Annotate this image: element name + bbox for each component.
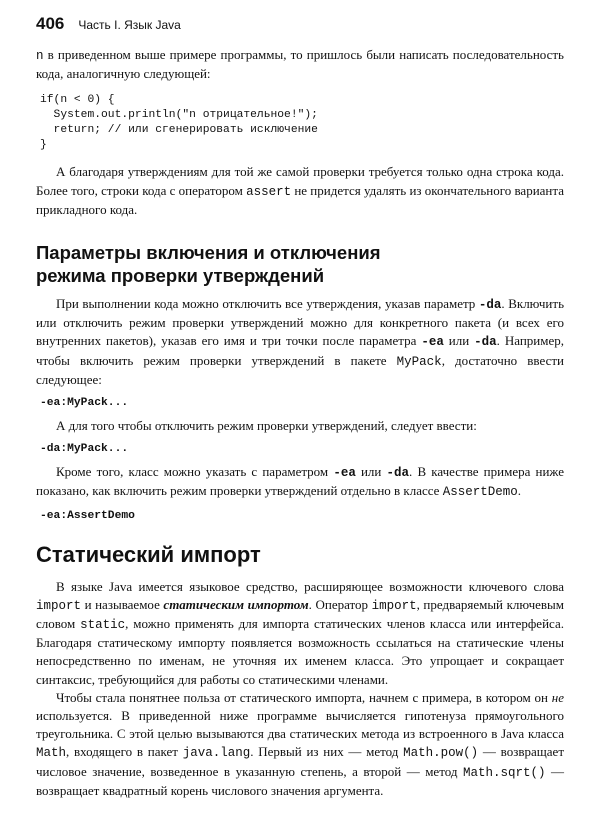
paragraph-static-import: В языке Java имеется языковое средство, расширяющее возможности ключевого слова import и называемое статическим импортом. Оператор import, предваряемый ключевым словом static, можно применять для импорта статических членов класса или интерфейса. Благодаря статическому импорту появляется возможность ссылаться на статические члены непосредственно по именам, не уточняя их именем класса. Это упрощает и сокращает синтаксис, требующийся для работы со статическими членами. <box>36 578 564 687</box>
paragraph-assert: А благодаря утверждениям для той же самой проверки требуется только одна строка кода. Более того, строки кода с оператором assert не придется удалять из окончательного варианта прикладного кода. <box>36 164 564 217</box>
book-page <box>36 14 564 800</box>
section-heading-static-import: Статический импорт <box>36 541 261 567</box>
paragraph-intro: n в приведенном выше примере программы, то пришлось были написать последовательность кода, аналогичную следующей: <box>36 47 564 82</box>
code-listing: if(n < 0) { System.out.println("n отрицательное!"); return; // или сгенерировать исключение } <box>40 94 318 152</box>
section-heading-assert-options: Параметры включения и отключения режима проверки утверждений <box>36 242 381 287</box>
paragraph-example: Чтобы стала понятнее польза от статического импорта, начнем с примера, в котором он не используется. В приведенной ниже программе вычисляется гипотенуза прямоугольного треугольника. С этой целью вызываются два статических метода из встроенного в Java класса Math, входящего в пакет java.lang. Первый из них — метод Math.pow() — возвращает числовое значение, возведенное в указанную степень, а второй — метод Math.sqrt() — возвращает квадратный корень числового значения аргумента. <box>36 689 564 798</box>
command-enable-package: -ea:MyPack... <box>40 397 129 410</box>
command-disable-package: -da:MyPack... <box>40 443 129 456</box>
paragraph-options: При выполнении кода можно отключить все утверждения, указав параметр -da. Включить или отключить режим проверки утверждений можно для конкретного пакета (и всех его внутренних пакетов), указав его имя и три точки после параметра -ea или -da. Например, чтобы включить режим проверки утверждений в пакете MyPack, достаточно ввести следующее: <box>36 296 565 387</box>
command-enable-class: -ea:AssertDemo <box>40 509 135 522</box>
running-header <box>36 14 564 34</box>
running-title: Часть I. Язык Java <box>78 18 181 32</box>
paragraph-class-option: Кроме того, класс можно указать с параметром -ea или -da. В качестве примера ниже показано, как включить режим проверки утверждений отдельно в классе AssertDemo. <box>36 464 565 500</box>
page-number: 406 <box>36 14 65 33</box>
paragraph-disable: А для того чтобы отключить режим проверки утверждений, следует ввести: <box>56 418 477 434</box>
